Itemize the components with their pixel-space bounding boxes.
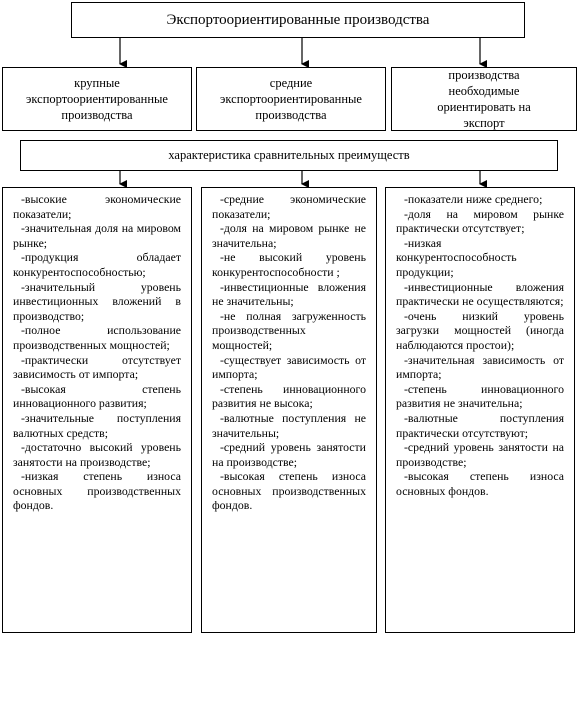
list-item: -значительная зависимость от импорта; — [396, 352, 564, 382]
column-medium-list — [212, 192, 366, 513]
list-item: -степень инновационного развития не значительна; — [396, 381, 564, 411]
list-item: -существует зависимость от импорта; — [212, 352, 366, 382]
list-item: -высокие экономические показатели; — [13, 192, 181, 221]
list-item: -полное использование производственных мощностей; — [13, 323, 181, 352]
list-item: -практически отсутствует зависимость от импорта; — [13, 352, 181, 382]
category-needed-box — [391, 67, 577, 131]
list-item: -валютные поступления не значительны; — [212, 410, 366, 440]
list-item: -валютные поступления практически отсутствуют; — [396, 410, 564, 440]
list-item: -инвестиционные вложения не значительны; — [212, 279, 366, 309]
list-item: -значительные поступления валютных средств; — [13, 410, 181, 440]
title-text: Экспортоориентированные производства — [166, 11, 430, 28]
list-item: -доля на мировом рынке не значительна; — [212, 221, 366, 250]
category-medium-label: средние экспортоориентированные производства — [220, 76, 362, 122]
category-large-label: крупные экспортоориентированные производства — [26, 76, 168, 122]
column-large — [2, 187, 192, 633]
list-item: -доля на мировом рынке практически отсутствует; — [396, 206, 564, 236]
list-item: -средний уровень занятости на производстве; — [212, 440, 366, 469]
list-item: -показатели ниже среднего; — [404, 192, 543, 206]
list-item: -высокая степень износа основных производственных фондов. — [212, 469, 366, 513]
band-text: характеристика сравнительных преимуществ — [168, 148, 410, 162]
category-large-box — [2, 67, 192, 131]
column-medium — [201, 187, 377, 633]
category-medium-box — [196, 67, 386, 131]
list-item: -не высокий уровень конкурентоспособности ; — [212, 250, 366, 279]
band-box — [20, 140, 558, 171]
list-item: -низкая степень износа основных производственных фондов. — [13, 469, 181, 513]
list-item: -очень низкий уровень загрузки мощностей (иногда наблюдаются простои); — [396, 308, 564, 352]
list-item: -высокая степень износа основных фондов. — [396, 469, 564, 498]
category-needed-label: производства необходимые ориентировать на экспорт — [437, 68, 531, 130]
list-item: -продукция обладает конкурентоспособностью; — [13, 250, 181, 279]
column-needed-list — [396, 192, 564, 498]
list-item: -значительная доля на мировом рынке; — [13, 221, 181, 250]
column-needed — [385, 187, 575, 633]
list-item: -средние экономические показатели; — [212, 192, 366, 221]
list-item: -не полная загруженность производственных мощностей; — [212, 308, 366, 352]
column-large-list — [13, 192, 181, 513]
list-item: -низкая конкурентоспособность продукции; — [396, 235, 517, 279]
title-box — [71, 2, 525, 38]
list-item: -средний уровень занятости на производстве; — [396, 440, 564, 469]
list-item: -достаточно высокий уровень занятости на производстве; — [13, 440, 181, 469]
list-item: -инвестиционные вложения практически не осуществляются; — [396, 279, 564, 309]
list-item: -высокая степень инновационного развития; — [13, 381, 181, 411]
list-item: -значительный уровень инвестиционных вложений в производство; — [13, 279, 181, 323]
list-item: -степень инновационного развития не высока; — [212, 381, 366, 411]
